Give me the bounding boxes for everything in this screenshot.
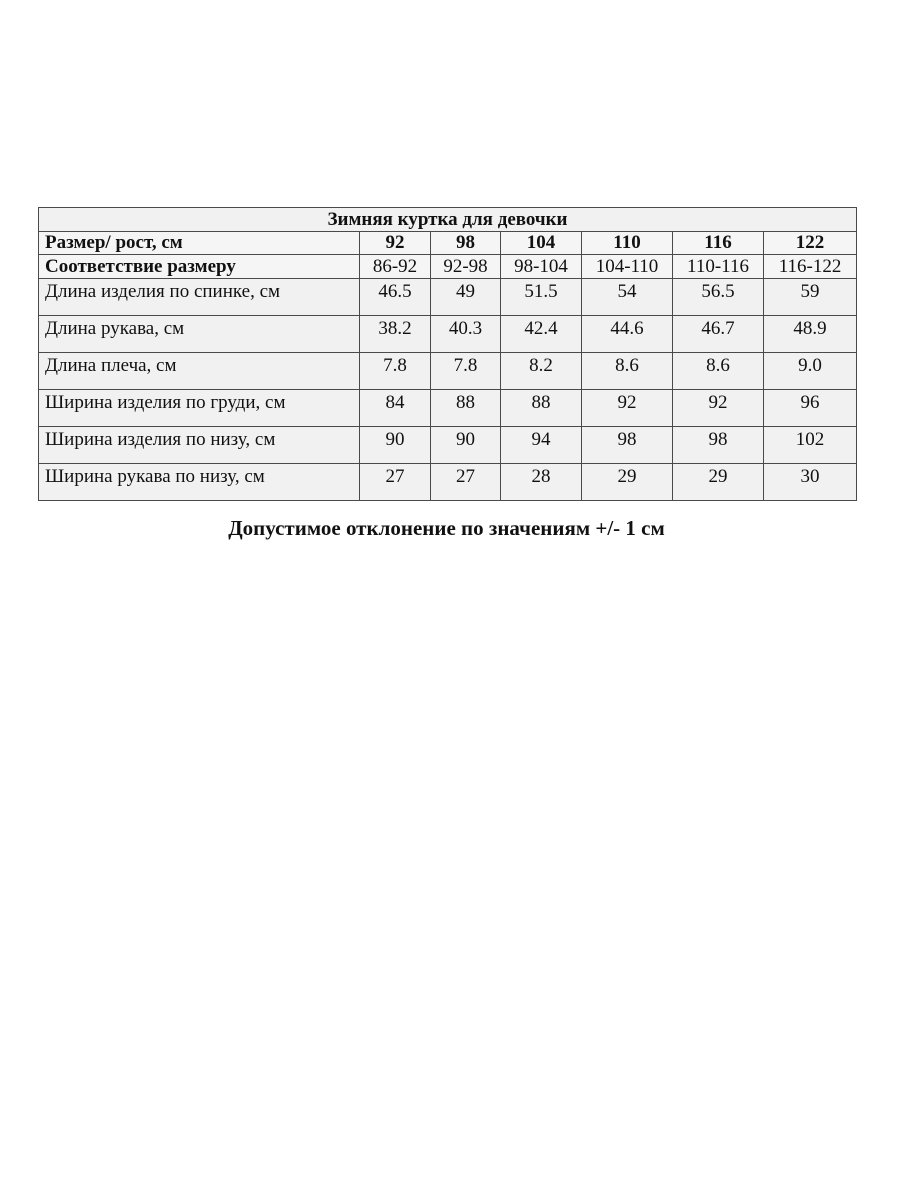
size-value: 98 bbox=[431, 232, 501, 255]
size-header-label: Размер/ рост, см bbox=[39, 232, 360, 255]
size-match-row bbox=[39, 255, 857, 279]
table-title: Зимняя куртка для девочки bbox=[39, 208, 857, 232]
measurement-value: 94 bbox=[501, 427, 582, 464]
table-row bbox=[39, 464, 857, 501]
size-match-value: 86-92 bbox=[360, 255, 431, 279]
measurement-value: 46.5 bbox=[360, 279, 431, 316]
size-value: 122 bbox=[764, 232, 857, 255]
measurement-value: 48.9 bbox=[764, 316, 857, 353]
measurement-value: 51.5 bbox=[501, 279, 582, 316]
measurement-value: 59 bbox=[764, 279, 857, 316]
measurement-label: Ширина рукава по низу, см bbox=[39, 464, 360, 501]
measurement-value: 30 bbox=[764, 464, 857, 501]
measurement-label: Длина плеча, см bbox=[39, 353, 360, 390]
measurement-value: 42.4 bbox=[501, 316, 582, 353]
table-title-row bbox=[39, 208, 857, 232]
size-chart-table bbox=[38, 207, 857, 501]
measurement-value: 9.0 bbox=[764, 353, 857, 390]
measurement-value: 54 bbox=[582, 279, 673, 316]
measurement-value: 8.6 bbox=[582, 353, 673, 390]
measurement-value: 90 bbox=[431, 427, 501, 464]
measurement-label: Длина изделия по спинке, см bbox=[39, 279, 360, 316]
size-value: 92 bbox=[360, 232, 431, 255]
measurement-value: 38.2 bbox=[360, 316, 431, 353]
measurement-value: 96 bbox=[764, 390, 857, 427]
table-row bbox=[39, 353, 857, 390]
size-match-value: 92-98 bbox=[431, 255, 501, 279]
measurement-value: 49 bbox=[431, 279, 501, 316]
measurement-value: 92 bbox=[582, 390, 673, 427]
measurement-value: 29 bbox=[673, 464, 764, 501]
measurement-value: 28 bbox=[501, 464, 582, 501]
measurement-value: 27 bbox=[360, 464, 431, 501]
size-match-value: 116-122 bbox=[764, 255, 857, 279]
measurement-value: 56.5 bbox=[673, 279, 764, 316]
measurement-value: 92 bbox=[673, 390, 764, 427]
size-value: 110 bbox=[582, 232, 673, 255]
measurement-label: Ширина изделия по низу, см bbox=[39, 427, 360, 464]
size-match-value: 104-110 bbox=[582, 255, 673, 279]
measurement-value: 102 bbox=[764, 427, 857, 464]
measurement-label: Длина рукава, см bbox=[39, 316, 360, 353]
measurement-value: 8.2 bbox=[501, 353, 582, 390]
size-match-value: 110-116 bbox=[673, 255, 764, 279]
table-row bbox=[39, 427, 857, 464]
measurement-value: 90 bbox=[360, 427, 431, 464]
measurement-value: 46.7 bbox=[673, 316, 764, 353]
measurement-value: 84 bbox=[360, 390, 431, 427]
measurement-value: 7.8 bbox=[431, 353, 501, 390]
measurement-value: 98 bbox=[582, 427, 673, 464]
size-value: 104 bbox=[501, 232, 582, 255]
table-row bbox=[39, 316, 857, 353]
table-row bbox=[39, 279, 857, 316]
measurement-value: 88 bbox=[431, 390, 501, 427]
measurement-label: Ширина изделия по груди, см bbox=[39, 390, 360, 427]
measurement-value: 88 bbox=[501, 390, 582, 427]
measurement-value: 27 bbox=[431, 464, 501, 501]
size-header-row bbox=[39, 232, 857, 255]
measurement-value: 29 bbox=[582, 464, 673, 501]
measurement-value: 44.6 bbox=[582, 316, 673, 353]
size-match-value: 98-104 bbox=[501, 255, 582, 279]
tolerance-note: Допустимое отклонение по значениям +/- 1 см bbox=[228, 516, 665, 540]
measurement-value: 98 bbox=[673, 427, 764, 464]
measurement-value: 8.6 bbox=[673, 353, 764, 390]
table-row bbox=[39, 390, 857, 427]
size-value: 116 bbox=[673, 232, 764, 255]
measurement-value: 40.3 bbox=[431, 316, 501, 353]
size-match-label: Соответствие размеру bbox=[39, 255, 360, 279]
measurement-value: 7.8 bbox=[360, 353, 431, 390]
